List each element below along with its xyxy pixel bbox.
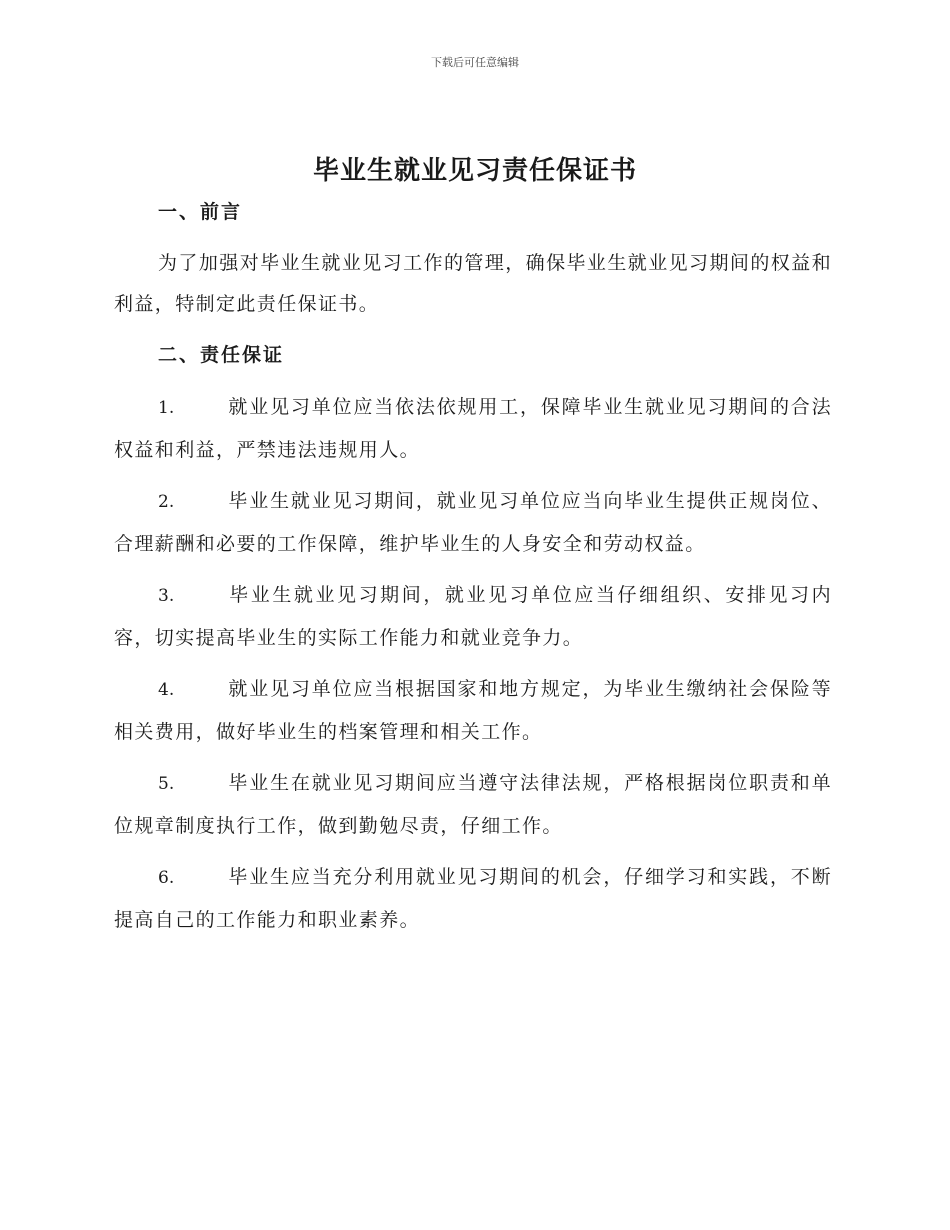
list-item (114, 856, 832, 941)
list-item-text: 毕业生在就业见习期间应当遵守法律法规，严格根据岗位职责和单位规章制度执行工作，做到勤勉尽责，仔细工作。 (114, 772, 832, 837)
list-item (114, 668, 832, 753)
list-item-text: 毕业生就业见习期间，就业见习单位应当向毕业生提供正规岗位、合理薪酬和必要的工作保障，维护毕业生的人身安全和劳动权益。 (114, 490, 832, 555)
list-item-number: 3. (158, 586, 175, 606)
list-item-text: 就业见习单位应当依法依规用工，保障毕业生就业见习期间的合法权益和利益，严禁违法违规用人。 (114, 396, 832, 461)
list-item-number: 4. (158, 680, 175, 700)
list-item (114, 480, 832, 565)
list-item-number: 2. (158, 492, 175, 512)
list-item (114, 574, 832, 659)
list-item-text: 毕业生应当充分利用就业见习期间的机会，仔细学习和实践，不断提高自己的工作能力和职业素养。 (114, 866, 832, 931)
section-heading-responsibility: 二、责任保证 (158, 344, 285, 366)
list-item-number: 6. (158, 868, 175, 888)
list-item (114, 386, 832, 471)
list-item-number: 1. (158, 398, 175, 418)
preface-paragraph: 为了加强对毕业生就业见习工作的管理，确保毕业生就业见习期间的权益和利益，特制定此责任保证书。 (114, 252, 832, 315)
header-note: 下载后可任意编辑 (431, 56, 519, 69)
list-item-number: 5. (158, 774, 175, 794)
section-heading-preface: 一、前言 (158, 201, 243, 223)
list-item-text: 就业见习单位应当根据国家和地方规定，为毕业生缴纳社会保险等相关费用，做好毕业生的档案管理和相关工作。 (114, 678, 832, 743)
list-item (114, 762, 832, 847)
list-item-text: 毕业生就业见习期间，就业见习单位应当仔细组织、安排见习内容，切实提高毕业生的实际工作能力和就业竞争力。 (114, 584, 832, 649)
document-title: 毕业生就业见习责任保证书 (312, 156, 637, 186)
